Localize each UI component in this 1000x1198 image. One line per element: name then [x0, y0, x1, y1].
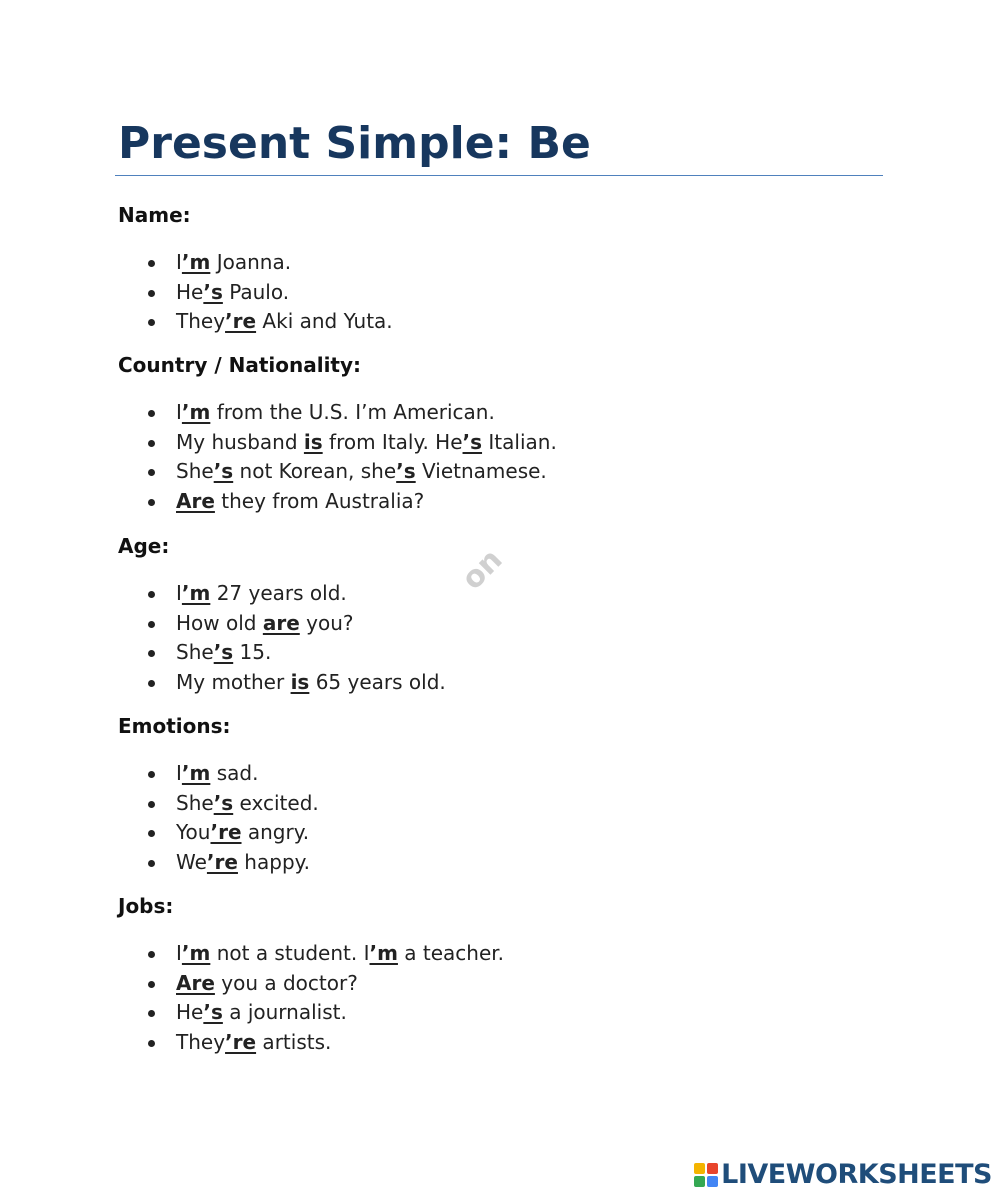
logo-square	[694, 1163, 705, 1174]
sentence-text: you?	[299, 610, 354, 635]
section-heading: Jobs:	[118, 894, 174, 918]
sentence-text: My mother	[176, 670, 291, 695]
title-divider	[115, 175, 883, 176]
example-list	[118, 579, 918, 698]
highlighted-verb: ’re	[225, 309, 257, 334]
list-item	[118, 579, 918, 609]
highlighted-verb: is	[290, 670, 310, 695]
highlighted-verb: ’m	[181, 581, 211, 605]
sentence-text: I	[176, 941, 182, 965]
highlighted-verb: ’s	[396, 459, 416, 484]
highlighted-verb: ’m	[181, 250, 211, 274]
sentence-text: I	[176, 761, 182, 785]
logo-square	[707, 1163, 718, 1174]
sentence-text: not a student. I	[210, 941, 370, 965]
highlighted-verb: ’m	[181, 941, 211, 965]
sentence-text: They	[176, 309, 226, 334]
sentence-text: a teacher.	[397, 941, 505, 965]
highlighted-verb: Are	[176, 489, 215, 514]
highlighted-verb: ’re	[225, 1030, 257, 1055]
list-item	[118, 398, 918, 428]
sentence-text: angry.	[241, 820, 310, 845]
highlighted-verb: ’s	[213, 640, 234, 665]
sentence-text: you a doctor?	[214, 970, 358, 995]
example-list	[118, 248, 918, 337]
highlighted-verb: ’s	[213, 790, 234, 815]
highlighted-verb: Are	[176, 970, 215, 995]
sentence-text: Aki and Yuta.	[256, 309, 393, 334]
logo-square	[707, 1176, 718, 1187]
sentence-text: Paulo.	[222, 279, 290, 304]
sentence-text: She	[176, 790, 214, 815]
sentence-text: I	[176, 400, 182, 424]
sentence-text: Joanna.	[210, 250, 292, 274]
sentence-text: they from Australia?	[214, 489, 425, 514]
sentence-text: not Korean, she	[233, 459, 397, 484]
liveworksheets-logo[interactable]	[694, 1160, 992, 1190]
list-item	[118, 789, 918, 819]
list-item	[118, 998, 918, 1028]
section-heading: Name:	[118, 203, 191, 227]
section-heading: Emotions:	[118, 714, 231, 738]
list-item	[118, 939, 918, 969]
example-list	[118, 759, 918, 878]
highlighted-verb: are	[262, 610, 300, 635]
list-item	[118, 818, 918, 848]
sentence-text: She	[176, 459, 214, 484]
sentence-text: a journalist.	[222, 1000, 347, 1025]
sentence-text: How old	[176, 610, 263, 635]
sentence-text: happy.	[237, 850, 310, 875]
list-item	[118, 487, 918, 517]
sentence-text: She	[176, 640, 214, 665]
section-heading: Country / Nationality:	[118, 353, 362, 377]
highlighted-verb: ’m	[369, 941, 398, 965]
example-list	[118, 398, 918, 517]
section-name	[118, 202, 918, 337]
list-item	[118, 638, 918, 668]
sentence-text: from Italy. He	[322, 429, 463, 454]
highlighted-verb: ’s	[462, 429, 483, 454]
list-item	[118, 848, 918, 878]
list-item	[118, 969, 918, 999]
list-item	[118, 457, 918, 487]
list-item	[118, 248, 918, 278]
sentence-text: My husband	[176, 429, 304, 454]
highlighted-verb: ’m	[181, 761, 211, 785]
sentence-text: 27 years old.	[210, 581, 347, 605]
sentence-text: We	[176, 850, 207, 875]
sentence-text: He	[176, 279, 204, 304]
sentence-text: Italian.	[482, 429, 557, 454]
watermark-text: on	[455, 542, 510, 597]
highlighted-verb: ’re	[210, 820, 242, 845]
sentence-text: He	[176, 1000, 204, 1025]
section-jobs	[118, 893, 918, 1058]
highlighted-verb: ’s	[203, 1000, 223, 1025]
list-item	[118, 307, 918, 337]
list-item	[118, 759, 918, 789]
sentence-text: excited.	[233, 790, 319, 815]
sentence-text: artists.	[256, 1030, 332, 1055]
list-item	[118, 278, 918, 308]
example-list	[118, 939, 918, 1058]
highlighted-verb: ’re	[206, 850, 238, 875]
highlighted-verb: is	[303, 429, 323, 454]
sentence-text: 15.	[233, 640, 272, 665]
highlighted-verb: ’s	[203, 279, 223, 304]
section-heading: Age:	[118, 534, 170, 558]
list-item	[118, 609, 918, 639]
sentence-text: They	[176, 1030, 226, 1055]
section-country-nationality	[118, 352, 918, 517]
sentence-text: from the U.S. I’m American.	[210, 400, 495, 424]
logo-text: LIVEWORKSHEETS	[721, 1159, 992, 1190]
sentence-text: You	[176, 820, 211, 845]
sentence-text: Vietnamese.	[415, 459, 547, 484]
section-emotions	[118, 713, 918, 878]
highlighted-verb: ’s	[213, 459, 234, 484]
sentence-text: I	[176, 250, 182, 274]
sentence-text: sad.	[210, 761, 259, 785]
list-item	[118, 1028, 918, 1058]
list-item	[118, 428, 918, 458]
list-item	[118, 668, 918, 698]
sentence-text: I	[176, 581, 182, 605]
page-title: Present Simple: Be	[118, 118, 591, 169]
logo-grid-icon	[694, 1163, 718, 1187]
section-age	[118, 533, 918, 698]
sentence-text: 65 years old.	[309, 670, 446, 695]
logo-square	[694, 1176, 705, 1187]
highlighted-verb: ’m	[181, 400, 211, 424]
